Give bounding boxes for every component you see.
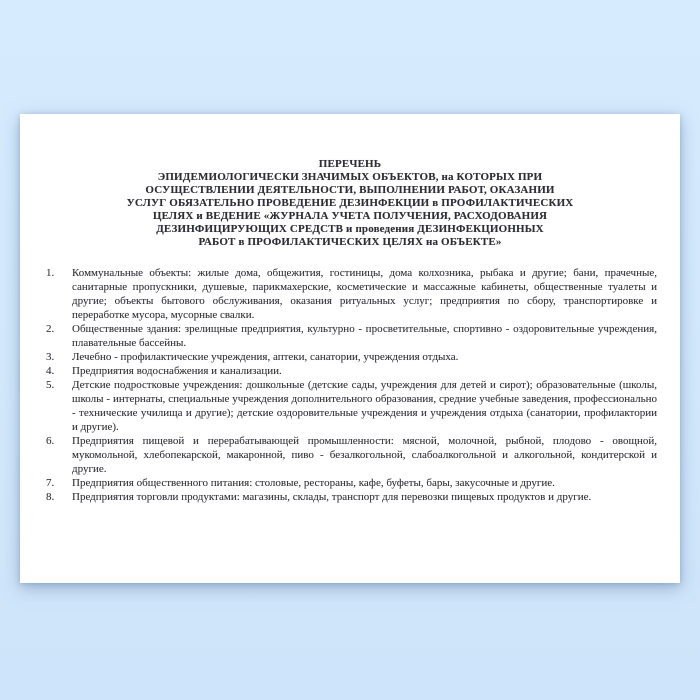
title-line-2: ЭПИДЕМИОЛОГИЧЕСКИ ЗНАЧИМЫХ ОБЪЕКТОВ, на КОТОРЫХ ПРИ — [157, 171, 543, 183]
item-text: Лечебно - профилактические учреждения, аптеки, санатории, учреждения отдыха. — [72, 351, 459, 363]
item-number: 6. — [46, 435, 55, 447]
title-line-4: УСЛУГ ОБЯЗАТЕЛЬНО ПРОВЕДЕНИЕ ДЕЗИНФЕКЦИИ в ПРОФИЛАКТИЧЕСКИХ — [126, 197, 574, 209]
title-line-6: ДЕЗИНФИЦИРУЮЩИХ СРЕДСТВ и проведения ДЕЗИНФЕКЦИОННЫХ — [156, 223, 544, 235]
item-number: 8. — [46, 491, 55, 503]
item-text: Предприятия торговли продуктами: магазины, склады, транспорт для перевозки пищевых продуктов и другие. — [72, 491, 592, 503]
item-number: 4. — [46, 365, 55, 377]
list-item — [46, 378, 657, 434]
item-number: 1. — [46, 267, 55, 279]
title-line-7: РАБОТ в ПРОФИЛАКТИЧЕСКИХ ЦЕЛЯХ на ОБЪЕКТЕ» — [198, 236, 502, 248]
document-page — [20, 114, 680, 583]
list-item — [46, 490, 657, 504]
item-text: Предприятия пищевой и перерабатывающей промышленности: мясной, молочной, рыбной, плодово - овощной, мукомольной, хлебопекарской, макаронной, пиво - безалкогольной, слабоалкогольной и алкогольной, кондитерской и другие. — [72, 435, 657, 475]
item-text: Предприятия общественного питания: столовые, рестораны, кафе, буфеты, бары, закусочные и другие. — [72, 477, 555, 489]
list-item — [46, 266, 657, 322]
item-text: Детские подростковые учреждения: дошкольные (детские сады, учреждения для детей и сирот); образовательные (школы, школы - интернаты, специальные учреждения дополнительного образования, средние учебные заведения, профессионально - технические училища и другие); детские оздоровительные учреждения и учреждения отдыха (санатории, профилактории и другие). — [72, 379, 657, 433]
list-item — [46, 350, 657, 364]
title-line-3: ОСУЩЕСТВЛЕНИИ ДЕЯТЕЛЬНОСТИ, ВЫПОЛНЕНИИ РАБОТ, ОКАЗАНИИ — [145, 184, 555, 196]
item-text: Коммунальные объекты: жилые дома, общежития, гостиницы, дома колхозника, рыбака и другие; бани, прачечные, санитарные пропускники, душевые, парикмахерские, косметические и массажные кабинеты, общественные туалеты и другие; объекты бытового обслуживания, оказания ритуальных услуг; предприятия по сбору, транспортировке и переработке мусора, мусорные свалки. — [72, 267, 657, 321]
list-item — [46, 322, 657, 350]
item-number: 3. — [46, 351, 55, 363]
numbered-list — [20, 266, 680, 504]
item-text: Предприятия водоснабжения и канализации. — [72, 365, 282, 377]
list-item — [46, 364, 657, 378]
item-number: 7. — [46, 477, 55, 489]
document-title — [20, 158, 680, 249]
item-number: 2. — [46, 323, 55, 335]
title-line-1: ПЕРЕЧЕНЬ — [318, 158, 382, 170]
list-item — [46, 434, 657, 476]
item-text: Общественные здания: зрелищные предприятия, культурно - просветительные, спортивно - оздоровительные учреждения, плавательные бассейны. — [72, 323, 657, 349]
list-item — [46, 476, 657, 490]
item-number: 5. — [46, 379, 55, 391]
title-line-5: ЦЕЛЯХ и ВЕДЕНИЕ «ЖУРНАЛА УЧЕТА ПОЛУЧЕНИЯ, РАСХОДОВАНИЯ — [152, 210, 548, 222]
